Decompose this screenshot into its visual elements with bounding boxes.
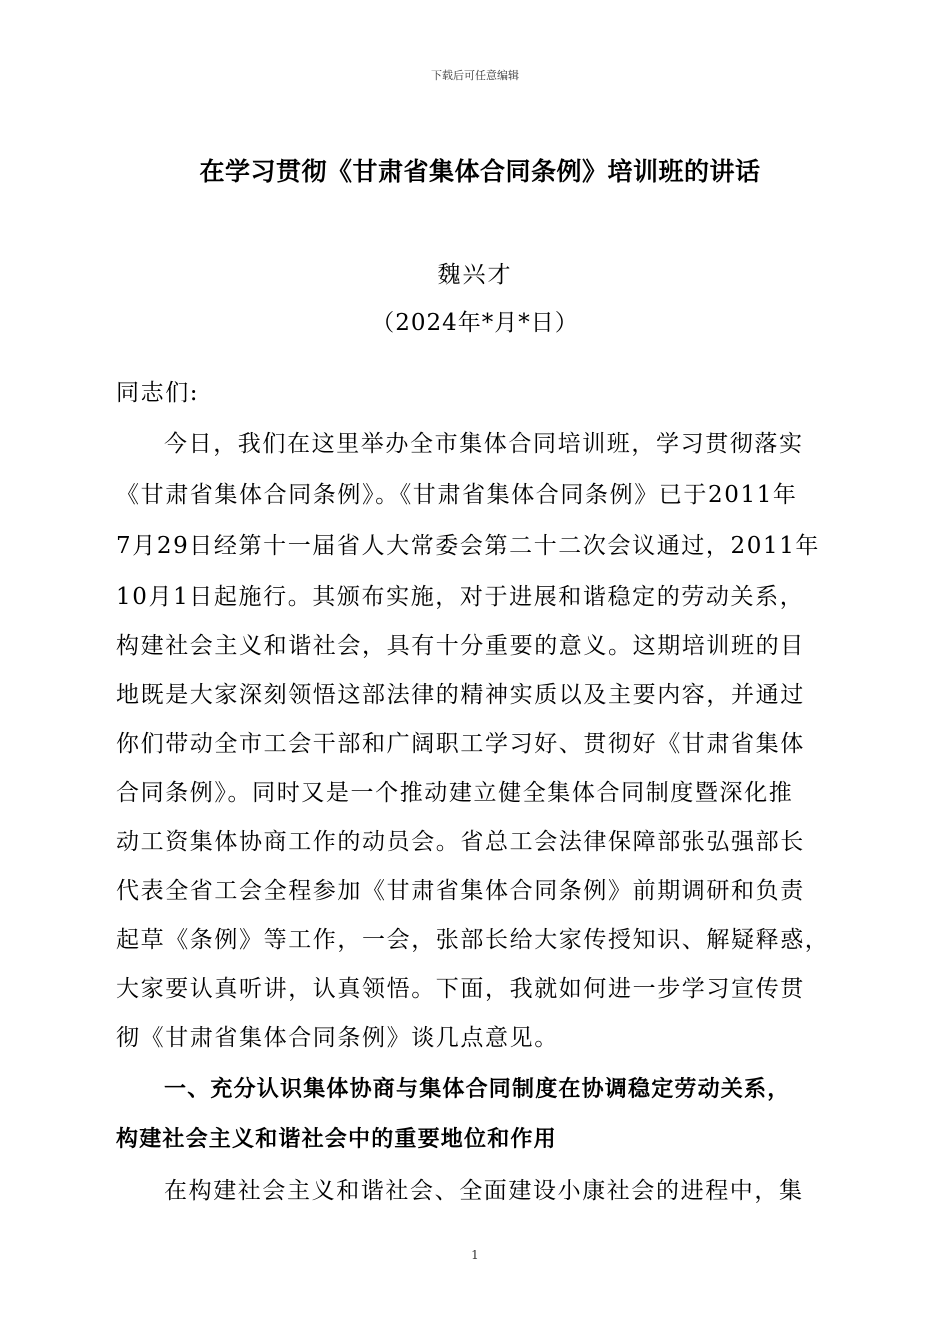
paragraph-line: 10月1日起施行。其颁布实施，对于进展和谐稳定的劳动关系， [116, 584, 805, 610]
paragraph-line: 彻《甘肃省集体合同条例》谈几点意见。 [116, 1025, 559, 1051]
author-name: 魏兴才 [437, 262, 513, 288]
page-number: 1 [471, 1248, 479, 1262]
paragraph-line: 代表全省工会全程参加《甘肃省集体合同条例》前期调研和负责 [116, 878, 805, 904]
paragraph-line: 起草《条例》等工作，一会，张部长给大家传授知识、解疑释惑， [116, 927, 830, 953]
salutation: 同志们: [116, 380, 200, 406]
speech-date: （2024年*月*日） [371, 310, 579, 336]
section-heading: 构建社会主义和谐社会中的重要地位和作用 [116, 1127, 557, 1152]
paragraph-line: 《甘肃省集体合同条例》。《甘肃省集体合同条例》已于2011年 [116, 482, 798, 508]
paragraph-line: 合同条例》。同时又是一个推动建立健全集体合同制度暨深化推 [116, 780, 794, 806]
section-heading: 一、充分认识集体协商与集体合同制度在协调稳定劳动关系， [164, 1077, 791, 1102]
paragraph-line: 你们带动全市工会干部和广阔职工学习好、贯彻好《甘肃省集体 [116, 731, 805, 757]
paragraph-line: 7月29日经第十一届省人大常委会第二十二次会议通过，2011年 [116, 533, 821, 559]
paragraph-line: 动工资集体协商工作的动员会。省总工会法律保障部张弘强部长 [116, 829, 805, 855]
paragraph-line: 地既是大家深刻领悟这部法律的精神实质以及主要内容，并通过 [116, 682, 805, 708]
paragraph-line: 构建社会主义和谐社会，具有十分重要的意义。这期培训班的目 [116, 633, 805, 659]
header-note: 下载后可任意编辑 [431, 69, 519, 82]
paragraph-line: 大家要认真听讲，认真领悟。下面，我就如何进一步学习宣传贯 [116, 976, 805, 1002]
paragraph-line: 今日，我们在这里举办全市集体合同培训班，学习贯彻落实 [164, 431, 804, 457]
paragraph-line: 在构建社会主义和谐社会、全面建设小康社会的进程中，集 [164, 1178, 804, 1204]
document-title: 在学习贯彻《甘肃省集体合同条例》培训班的讲话 [199, 157, 761, 186]
